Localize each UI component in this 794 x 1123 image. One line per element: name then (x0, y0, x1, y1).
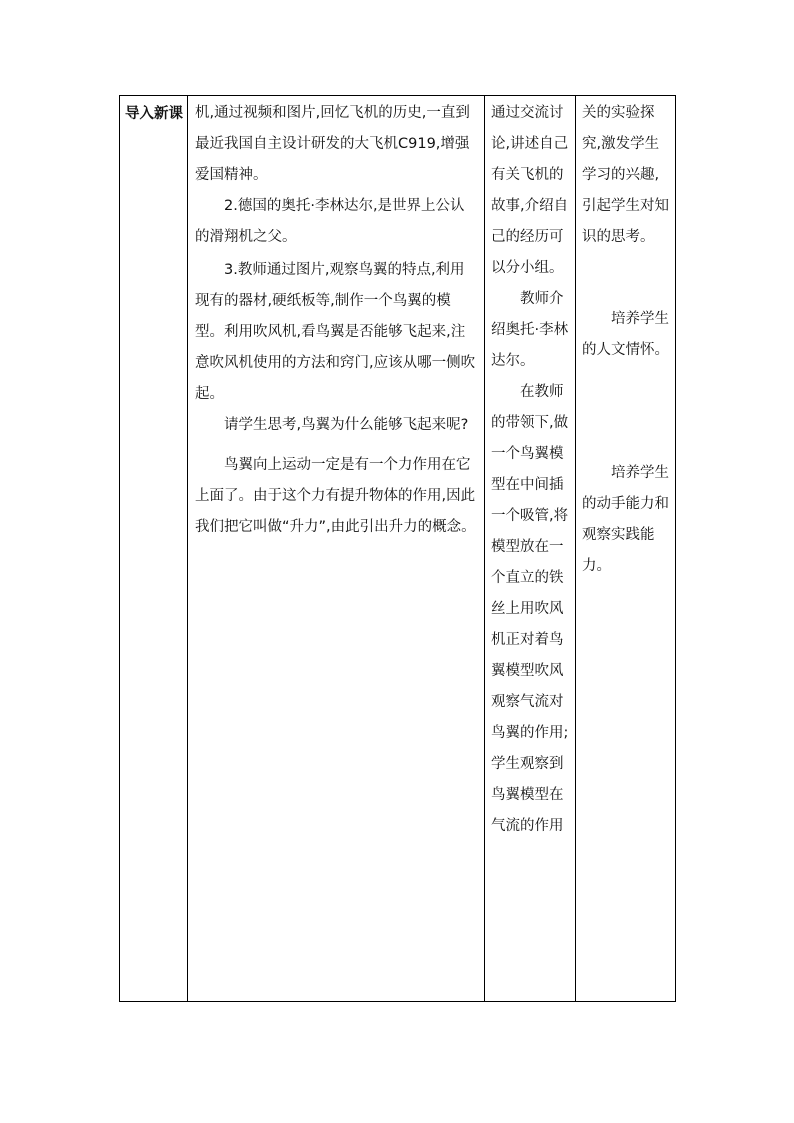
teacher-paragraph-4: 请学生思考,鸟翼为什么能够飞起来呢? (224, 417, 469, 433)
stage-cell (120, 96, 188, 1002)
design-intent-cell (576, 96, 676, 1002)
teacher-paragraph-1: 机,通过视频和图片,回忆飞机的历史,一直到最近我国自主设计研发的大飞机C919,增强爱国精神。 (195, 105, 470, 183)
student-paragraph-1: 通过交流讨论,讲述自己有关飞机的故事,介绍自己的经历可以分小组。 (491, 105, 569, 276)
intent-paragraph-3: 培养学生的动手能力和观察实践能力。 (582, 465, 669, 574)
teacher-paragraph-5: 鸟翼向上运动一定是有一个力作用在它上面了。由于这个力有提升物体的作用,因此我们把它叫做“升力”,由此引出升力的概念。 (195, 457, 476, 535)
student-activity-cell (485, 96, 576, 1002)
teacher-paragraph-2: 2.德国的奥托·李林达尔,是世界上公认的滑翔机之父。 (195, 198, 465, 245)
student-paragraph-3: 在教师的带领下,做一个鸟翼模型在中间插一个吸管,将模型放在一个直立的铁丝上用吹风机正对着鸟翼模型吹风观察气流对鸟翼的作用;学生观察到鸟翼模型在气流的作用 (491, 384, 569, 834)
table-row (120, 96, 676, 1002)
stage-label: 导入新课 (125, 106, 183, 122)
student-paragraph-2: 教师介绍奥托·李林达尔。 (491, 291, 569, 369)
intent-paragraph-2: 培养学生的人文情怀。 (582, 311, 669, 358)
teacher-paragraph-3: 3.教师通过图片,观察鸟翼的特点,利用现有的器材,硬纸板等,制作一个鸟翼的模型。利用吹风机,看鸟翼是否能够飞起来,注意吹风机使用的方法和窍门,应该从哪一侧吹起。 (195, 262, 476, 402)
teacher-content-cell (188, 96, 485, 1002)
intent-paragraph-1: 关的实验探究,激发学生学习的兴趣,引起学生对知识的思考。 (582, 105, 669, 245)
lesson-plan-table (119, 95, 676, 1002)
